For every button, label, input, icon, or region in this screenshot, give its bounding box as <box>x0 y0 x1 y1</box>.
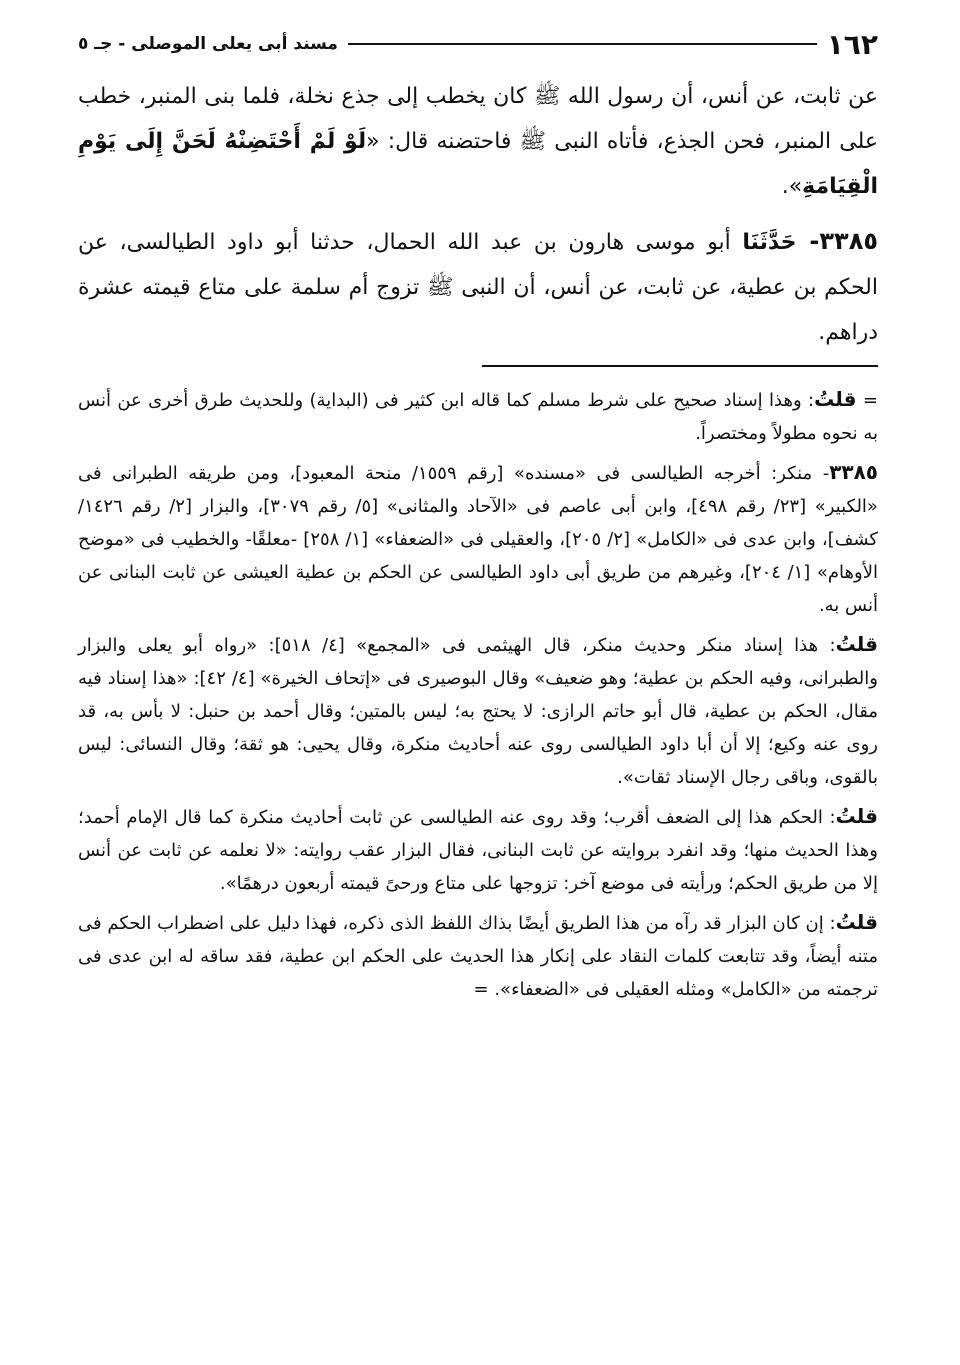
hadith-text: عن ثابت، عن أنس، أن رسول الله ﷺ كان يخطب إلى جذع نخلة، فلما بنى المنبر، خطب على المنبر، فحن الجذع، فأتاه النبى ﷺ فاحتضنه قال: « <box>78 84 879 154</box>
prophetic-quote: لَوْ لَمْ أَحْتَضِنْهُ لَحَنَّ إِلَى يَوْمِ الْقِيَامَةِ <box>78 129 878 199</box>
continuation-mark: = <box>473 979 495 1000</box>
footnote-continued <box>78 383 878 450</box>
page-number: ١٦٢ <box>826 27 878 61</box>
footnote-qultu-3 <box>78 906 878 1006</box>
continuation-mark: = <box>856 390 878 411</box>
footnote-number: ٣٣٨٥ <box>829 460 879 484</box>
footnote-separator <box>482 365 878 367</box>
footnote-qultu-2 <box>78 800 878 900</box>
document-page <box>78 26 878 1012</box>
quote-end: ». <box>781 174 803 199</box>
footnote-text: : هذا إسناد منكر وحديث منكر، قال الهيثمى فى «المجمع» [٤/ ٥١٨]: «رواه أبو يعلى والبزار والطبرانى، وفيه الحكم بن عطية؛ وهو ضعيف» وقال البوصيرى فى «إتحاف الخيرة» [٤/ ٤٢]: «هذا إسناد فيه مقال، الحكم بن عطية، قال أبو حاتم الرازى: لا يحتج به؛ ليس بالمتين؛ وقال أحمد بن حنبل: لا بأس به، قد روى عنه وكيع؛ إلا أن أبا داود الطيالسى روى عنه أحاديث منكرة، وقال يحيى: هو ثقة؛ وقال النسائى: ليس بالقوى، وباقى رجال الإسناد ثقات». <box>78 635 878 788</box>
qultu-label: قلتُ <box>835 632 878 656</box>
book-title: مسند أبى يعلى الموصلى - جـ ٥ <box>78 34 338 54</box>
hadith-3385 <box>78 219 878 355</box>
running-header <box>78 26 878 62</box>
qultu-label: قلتُ <box>814 387 857 411</box>
hadith-text: أبو موسى هارون بن عبد الله الحمال، حدثنا أبو داود الطيالسى، عن الحكم بن عطية، عن ثابت، عن أنس، أن النبى ﷺ تزوج أم سلمة على متاع قيمته عشرة دراهم. <box>78 230 878 345</box>
qultu-label: قلتُ <box>835 910 878 934</box>
footnote-text: : الحكم هذا إلى الضعف أقرب؛ وقد روى عنه الطيالسى عن ثابت أحاديث منكرة كما قال الإمام أحمد؛ وهذا الحديث منها؛ وقد انفرد بروايته عن ثابت البنانى، فقال البزار عقب روايته: «لا نعلمه عن ثابت عن أنس إلا من طريق الحكم؛ ورأيته فى موضع آخر: تزوجها على متاع ورحىً قيمته أربعون درهمًا». <box>78 807 878 894</box>
haddathana: حَدَّثَنَا <box>742 230 797 255</box>
footnote-qultu-1 <box>78 628 878 794</box>
hadith-dash: - <box>796 227 820 255</box>
hadith-number: ٣٣٨٥ <box>819 227 878 255</box>
footnote-3385 <box>78 456 878 622</box>
main-text <box>78 74 878 355</box>
footnotes <box>78 383 878 1006</box>
hadith-continuation <box>78 74 878 209</box>
footnote-text: - منكر: أخرجه الطيالسى فى «مسنده» [رقم ١٥٥٩/ منحة المعبود]، ومن طريقه الطبرانى فى «الكبير» [٢٣/ رقم ٤٩٨]، وابن أبى عاصم فى «الآحاد والمثانى» [٥/ رقم ٣٠٧٩]، والبزار [٢/ رقم ١٤٢٦/ كشف]، وابن عدى فى «الكامل» [٢/ ٢٠٥]، والعقيلى فى «الضعفاء» [١/ ٢٥٨] -معلقًا- والخطيب فى «موضح الأوهام» [١/ ٢٠٤]، وغيرهم من طريق أبى داود الطيالسى عن الحكم بن عطية العيشى عن ثابت البنانى عن أنس به. <box>78 463 878 616</box>
qultu-label: قلتُ <box>835 804 878 828</box>
footnote-text: : إن كان البزار قد رآه من هذا الطريق أيضًا بذاك اللفظ الذى ذكره، فهذا دليل على اضطراب الحكم فى متنه أيضاً، وقد تتابعت كلمات النقاد على إنكار هذا الحديث على الحكم ابن عطية، فقد ساقه له ابن عدى فى ترجمته من «الكامل» ومثله العقيلى فى «الضعفاء». <box>78 913 878 1000</box>
footnote-separator-wrap <box>78 365 878 367</box>
footnote-text: : وهذا إسناد صحيح على شرط مسلم كما قاله ابن كثير فى (البداية) وللحديث طرق أخرى عن أنس به نحوه مطولاً ومختصراً. <box>78 390 878 444</box>
header-rule <box>348 43 817 45</box>
